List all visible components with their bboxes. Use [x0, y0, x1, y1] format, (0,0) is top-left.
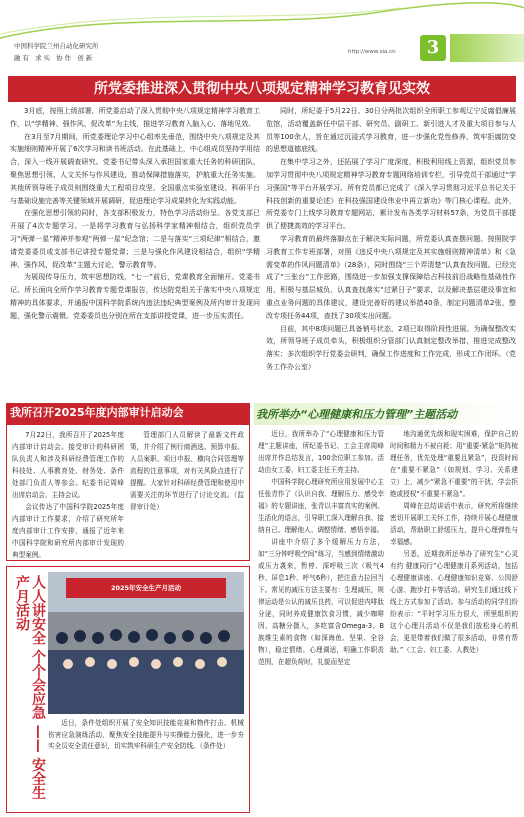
- paragraph: 中国科学院心理研究所应用发展中心主任张青作了《认识自我、理解压力、感受幸福》的专题讲座，张青以丰富真实的案例、生活化的语言，引导职工深入理解自我、接纳自己、理解他人、调整情绪、感悟幸福。: [258, 478, 384, 534]
- safety-event-photo: [48, 572, 244, 714]
- paragraph: 同时，所纪委于5月22日、30日分两批次组织全所职工参观辽宁反腐倡廉展览馆，活动覆盖新任中层干部、研究员、副研工、新引进人才及重大项目参与人员等100余人，旨在通过沉浸式学习教育，进一步强化党性修养，筑牢拒腐防变的思想道德底线。: [266, 107, 516, 154]
- paragraph: 周峰在总结讲话中表示，研究所将继续密切开展职工关怀工作，持续开展心理健康活动，帮助职工舒缓压力，提升心理弹性与幸福感。: [390, 502, 518, 546]
- audit-article-title: 我所召开2025年度内部审计启动会: [6, 403, 250, 425]
- audit-article-col2: [130, 429, 244, 557]
- audit-article-col1: [12, 429, 124, 557]
- main-article-left-column: [10, 105, 260, 330]
- paragraph: 另悉，近期我所还举办了研究生“心灵有约 健康同行”心理健康月系列活动，包括心理健康讲座、心理健康知识竞赛、公园舒心游、跑步打卡等活动。研究生们通过线下线上方式参加了活动。参与活动的同学们纷纷表示：“平时学习压力很大，所里组织的这个心理月活动不仅是我们放松身心的机会，更是带着我们做了很多活动，非常有帮助。”（工会、妇工委、人教处）: [390, 550, 518, 654]
- page-header: [0, 0, 524, 74]
- paragraph: 7月22日，我所召开了2025年度内部审计启动会。接受审计的科研团队负责人和涉及科研经费管理工作的科技处、人事教育处、财务处、条件处部门负责人等参会。纪委书记周峰出席启动会，主持会议。: [12, 431, 124, 499]
- main-article-right-column: [266, 105, 516, 371]
- paragraph: 在3月至7月期间，所党委理论学习中心组率先垂范，围绕中央八项规定及其实施细则精神开展了6次学习和读书班活动。在此基础上，中心组成员坚持学用结合，深入一线开展调查研究。党委书记带头深入承担国家重大任务的科研团队，聚焦思想引领、人文关怀与作风建设，推动保障措施落实，护航重大任务实施。其他所领导班子成员则围绕重大工程项目攻坚、全国重点实验室建设、科研平台与基础设施完善等关键领域开展调研，促进理论学习成果转化为实践动能。: [10, 132, 260, 205]
- photo-banner-text: 2025年安全生产月活动: [110, 584, 182, 592]
- paragraph: 在强化思想引领的同时，各支部积极发力，特色学习活动纷呈。各党支部已开展了4次专题学习。一是将学习教育与弘扬科学家精神相结合，组织党员学习“两弹一星”精神并参观“两弹一星”纪念馆；二是与落实“三项纪律”相结合，邀请党委委员或支部书记讲授专题党课；三是与强化作风建设相结合，组织“学精神、强作风、促改革”主题大讨论，警示教育等。: [10, 209, 260, 269]
- health-article-col2: [390, 428, 518, 813]
- institution-name: 中国科学院兰州自动化研究所: [14, 42, 99, 50]
- paragraph: 目前，其中8项问题已具备销号状态，2项已取得阶段性进展。为确保整改实效，所领导班子成员牵头，积极组织分管部门认真制定整改举措，推进完成整改落实；多次组织学行党委会研判，确保工作进度和工作完成，形成工作闭环。（党务工作办公室）: [266, 324, 516, 371]
- paragraph: 为展现传导压力，筑牢思想防线，“七一”前后，党课教育全面铺开。党委书记、所长面向全所作学习教育专题党课报告，传达院党组关于落实中央八项规定精神的具体要求，并通报中国科学院系统内违法违纪典型案例及所内审计发现问题，强化警示震慑。党委委员也分别在所在支部讲授党课，进一步压实责任。: [10, 273, 260, 320]
- page-number: 3: [420, 35, 446, 61]
- paragraph: 地沟通优先级和现实困难，保护自己的时间和精力不被自耗；用“重要-紧急”矩阵梳理任务，优先处理“重要且紧急”，投资时间在“重要不紧急”（如规划、学习、关系建立）上，减少“紧急不重要”的干扰，学会拒绝或授权“不重要不紧急”。: [390, 430, 518, 498]
- paragraph: 会议传达了中国科学院2025年度内部审计工作要求，介绍了研究所年度内部审计工作安排，通报了近年来中国科学院和研究所内部审计发现的典型案例。: [12, 503, 124, 559]
- paragraph: 讲座中介绍了多个缓解压力方法，如“三分钟呼吸空间”练习，当感到情绪激动或压力袭来，暂停、深呼吸三次（吸气4秒、屏息1秒、呼气6秒），把注意力拉回当下。常见的减压方法主要有：生理减压，规律运动是公认的减压良药，可以促进内啡肽分泌，同时养成健康饮食习惯，减少咖啡因、高糖分摄入，多吃富含Omega-3、B族维生素的食物（如深海鱼、坚果、全谷物），稳定情绪。心理调适，明确工作职责范围，在超负荷时，礼貌而坚定: [258, 538, 384, 666]
- health-article-col1: [258, 428, 384, 813]
- website-url[interactable]: http://www.sia.cn: [348, 49, 396, 55]
- paragraph: 近日，我所举办了“心理健康和压力管理”主题讲座，所纪委书记、工会主席周峰出席并作总结发言，100余位职工参加。活动由女工委、妇工委主任王亮主持。: [258, 430, 384, 474]
- header-decoration: [0, 0, 524, 40]
- header-green-band: [450, 34, 524, 62]
- paragraph: 近日，条件处组织开展了安全知识技能竞赛和物件打击、机械伤害应急演练活动，聚焦安全技能提升与实操能力强化，进一步夯实全员安全责任意识，切实筑牢科研生产安全防线。（条件处）: [48, 719, 244, 750]
- main-article-title: 所党委推进深入贯彻中央八项规定精神学习教育见实效: [8, 76, 516, 102]
- paragraph: 管理部门人员解读了最新文件政策，并介绍了例行商酒选、预算申报、人员案职、项目申报、横向合同管理等流程的注意事项，对有关风险点进行了提醒。大家针对科研经费管理和使用中需要关注的环节进行了讨论交流。（监督审计处）: [130, 431, 244, 511]
- safety-article-vertical-title: 人人讲安全 个个会应急 —— 安全生产月活动: [14, 575, 46, 800]
- slogan: 融有 求实 协作 创新: [14, 54, 95, 62]
- safety-article-body: [48, 718, 244, 810]
- paragraph: 3月底，按照上级部署，所党委启动了深入贯彻中央八项规定精神学习教育工作，以“学精神、强作风、促改革”为主线，推进学习教育入脑入心、落地见效。: [10, 107, 260, 128]
- paragraph: 在集中学习之外，还拓展了学习广度深度，积极利用线上资源，组织党员参加学习贯彻中央八项规定精神学习教育专题网络培训专栏，引导党员干部通过“学习强国”等平台开展学习。所有党员都已完成了《深入学习贯彻习近平总书记关于科技创新的重要论述》在科技强国建设伟业中再立新功》等门核心课程。此外，所党委专门上线学习教育专题网站，累计发布各类学习材料57条，为党员干部提供了便捷高效的学习平台。: [266, 158, 516, 231]
- health-article-title: 我所举办“心理健康和压力管理”主题活动: [256, 408, 458, 421]
- paragraph: 学习教育的最终落脚点在于解决实际问题，所党委认真查摆问题。按照院学习教育工作专班部署，对照《违反中央八项规定及其实施细则精神清单》和《急需变革的作风问题清单》（28条），同时围绕“三个弄清楚”认真查找问题。已经完成了“三张台”工作思路，围绕进一步加强支撑保障给占科技前沿战略性基础性作用，积极与基层城负、认真查找落实“过紧日子”要求，以及解决基层建设事宜和重点业务问题的具体建议，建设完善好的建议举措40条，制定问题清单2张，整改专项任务44项，查找了30项实出问题。: [266, 234, 516, 320]
